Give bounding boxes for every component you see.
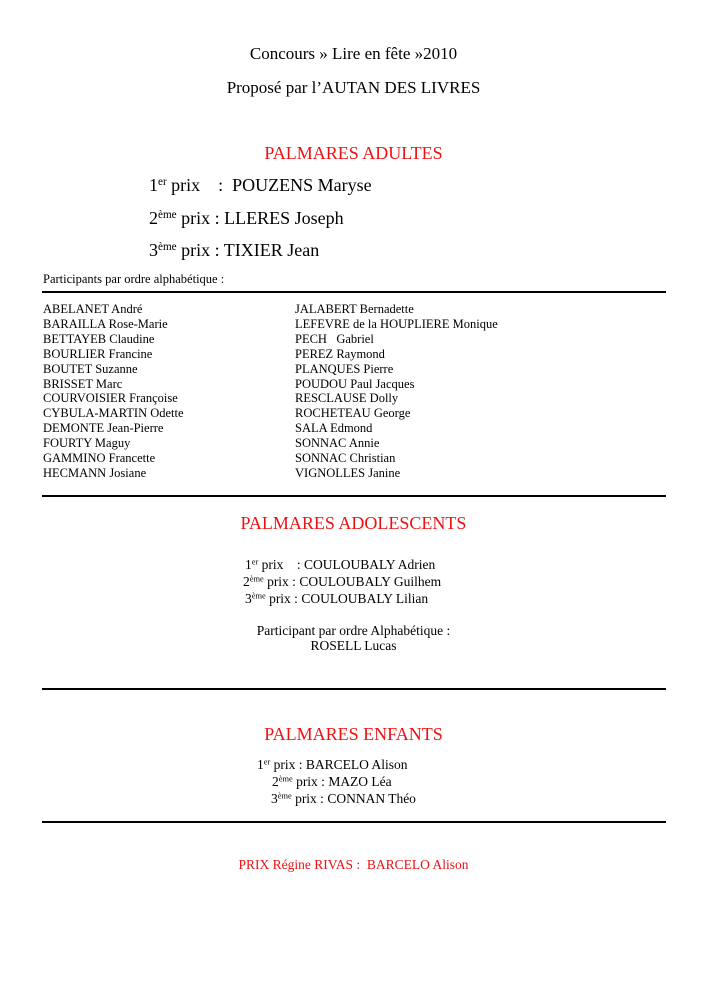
prize-winner: LLERES Joseph xyxy=(224,208,344,228)
adultes-prize-3 xyxy=(149,240,319,261)
prize-rank: 3 xyxy=(271,791,278,806)
prize-rank: 1 xyxy=(257,757,264,772)
list-item: JALABERT Bernadette xyxy=(295,302,414,316)
prize-label: prix : xyxy=(292,774,329,789)
list-item: BETTAYEB Claudine xyxy=(43,331,155,346)
divider xyxy=(42,821,666,823)
prize-winner: BARCELO Alison xyxy=(305,757,408,772)
divider xyxy=(42,495,666,497)
list-item: BARAILLA Rose-Marie xyxy=(43,316,168,331)
prize-label: prix : xyxy=(176,208,225,228)
adultes-prize-2 xyxy=(149,208,344,229)
prize-label: prix : xyxy=(258,557,304,572)
adolescents-participants-label: Participant par ordre Alphabétique : xyxy=(256,623,451,638)
heading-adultes: PALMARES ADULTES xyxy=(264,143,443,163)
list-item: DEMONTE Jean-Pierre xyxy=(43,421,164,436)
document-title: Concours » Lire en fête »2010 xyxy=(249,44,458,63)
prize-winner: COULOUBALY Lilian xyxy=(301,591,429,606)
special-prize-label: PRIX Régine RIVAS : xyxy=(238,857,367,872)
list-item: BOURLIER Francine xyxy=(43,346,153,361)
list-item: RESCLAUSE Dolly xyxy=(295,391,399,406)
prize-label: prix : xyxy=(270,757,306,772)
prize-rank: 2 xyxy=(243,574,250,589)
list-item: SONNAC Annie xyxy=(295,436,380,451)
enfants-prize-1 xyxy=(257,756,408,773)
adolescents-participant: ROSELL Lucas xyxy=(310,638,397,653)
enfants-prize-3 xyxy=(271,790,416,807)
list-item: ROCHETEAU George xyxy=(295,406,411,421)
prize-rank-suffix: ème xyxy=(278,774,293,784)
list-item: ABELANET André xyxy=(43,302,143,316)
list-item: PEREZ Raymond xyxy=(295,346,385,361)
prize-label: prix : xyxy=(166,175,233,195)
prize-rank: 3 xyxy=(245,591,252,606)
prize-winner: CONNAN Théo xyxy=(327,791,416,806)
prize-label: prix : xyxy=(263,574,300,589)
adolescents-prize-3 xyxy=(245,590,428,607)
list-item: HECMANN Josiane xyxy=(43,465,147,480)
prize-rank: 1 xyxy=(245,557,252,572)
prize-rank: 2 xyxy=(149,208,158,228)
prize-rank: 2 xyxy=(272,774,279,789)
adultes-prize-1 xyxy=(149,175,372,196)
list-item: VIGNOLLES Janine xyxy=(295,465,401,480)
prize-rank-suffix: ème xyxy=(158,240,177,253)
list-item: BRISSET Marc xyxy=(43,376,123,391)
prize-rank: 3 xyxy=(149,240,158,260)
prize-rank-suffix: er xyxy=(251,557,259,567)
list-item: LEFEVRE de la HOUPLIERE Monique xyxy=(295,316,498,331)
list-item: CYBULA-MARTIN Odette xyxy=(43,406,184,421)
prize-label: prix : xyxy=(291,791,328,806)
prize-winner: TIXIER Jean xyxy=(223,240,320,260)
heading-enfants: PALMARES ENFANTS xyxy=(264,724,443,744)
document-subtitle: Proposé par l’AUTAN DES LIVRES xyxy=(226,78,481,97)
adolescents-prize-2 xyxy=(243,573,441,590)
divider xyxy=(42,688,666,690)
list-item: SONNAC Christian xyxy=(295,451,396,466)
prize-rank-suffix: ème xyxy=(277,791,292,801)
participants-column-2 xyxy=(295,302,498,481)
list-item: PLANQUES Pierre xyxy=(295,361,394,376)
list-item: FOURTY Maguy xyxy=(43,436,131,451)
prize-label: prix : xyxy=(265,591,302,606)
enfants-prize-2 xyxy=(272,773,392,790)
list-item: POUDOU Paul Jacques xyxy=(295,376,415,391)
prize-rank-suffix: ème xyxy=(251,591,266,601)
prize-rank-suffix: er xyxy=(158,175,167,188)
prize-winner: COULOUBALY Guilhem xyxy=(299,574,442,589)
divider xyxy=(42,291,666,293)
participants-column-1 xyxy=(43,302,184,481)
prize-winner: MAZO Léa xyxy=(328,774,392,789)
list-item: PECH Gabriel xyxy=(295,331,374,346)
list-item: BOUTET Suzanne xyxy=(43,361,138,376)
prize-rank-suffix: er xyxy=(263,757,271,767)
prize-winner: COULOUBALY Adrien xyxy=(304,557,436,572)
heading-adolescents: PALMARES ADOLESCENTS xyxy=(240,513,467,533)
prize-winner: POUZENS Maryse xyxy=(232,175,372,195)
prize-rank: 1 xyxy=(149,175,158,195)
list-item: COURVOISIER Françoise xyxy=(43,391,178,406)
list-item: SALA Edmond xyxy=(295,421,373,436)
prize-label: prix : xyxy=(176,240,224,260)
special-prize xyxy=(0,857,707,873)
prize-rank-suffix: ème xyxy=(249,574,264,584)
list-item: GAMMINO Francette xyxy=(43,451,156,466)
special-prize-winner: BARCELO Alison xyxy=(366,857,469,872)
prize-rank-suffix: ème xyxy=(158,208,177,221)
adultes-participants-label: Participants par ordre alphabétique : xyxy=(43,272,225,286)
adolescents-prize-1 xyxy=(245,556,435,573)
